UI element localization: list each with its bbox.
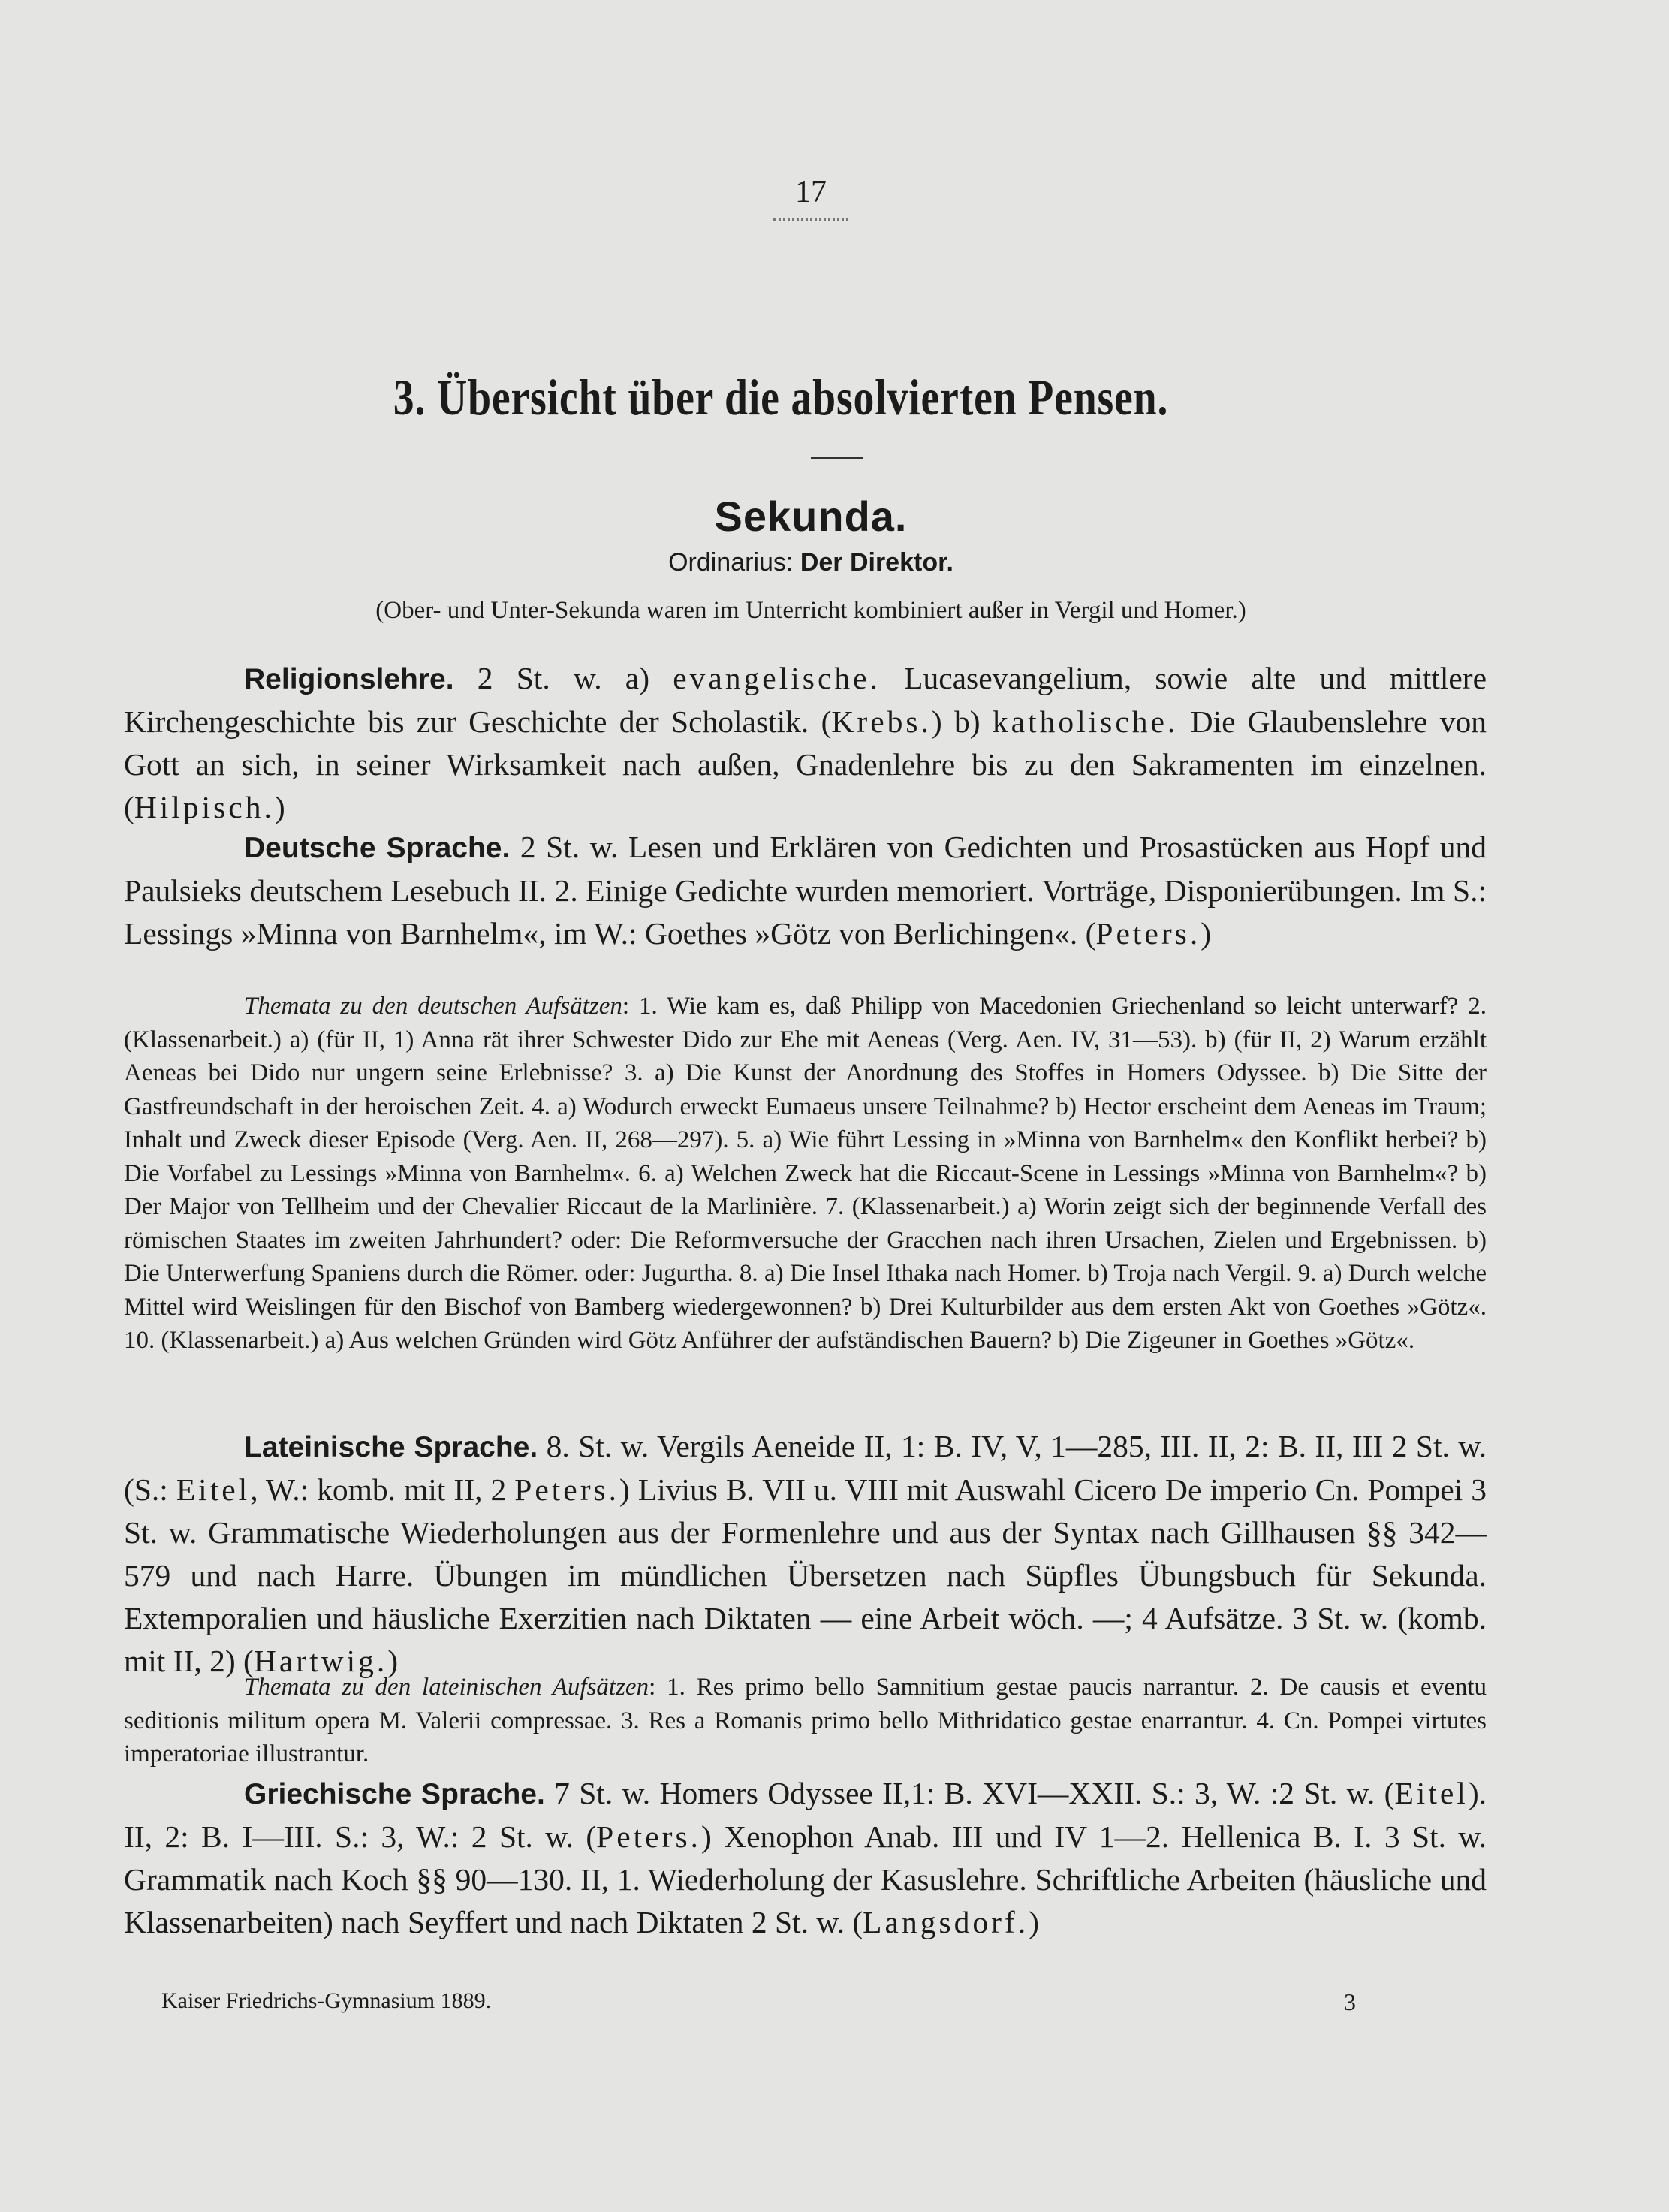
subject-griechisch: Griechische Sprache.	[244, 1778, 545, 1810]
class-heading: Sekunda.	[714, 493, 908, 540]
title-divider	[811, 457, 863, 459]
footer-signature-number: 3	[1344, 1988, 1356, 2015]
ordinarius-label: Ordinarius:	[668, 548, 794, 577]
section-title: 3. Übersicht über die absolvierten Pensen.	[393, 369, 1169, 426]
paragraph-deutsch-themen: Themata zu den deutschen Aufsätzen: 1. Wie kam es, daß Philipp von Macedonien Griechenland so leicht unterwarf? 2. (Klassenarbeit.) a) (für II, 1) Anna rät ihrer Schwester Dido zur Ehe mit Aeneas (Verg. Aen. IV, 31—53). b) (für II, 2) Warum erzählt Aeneas bei Dido nur ungern seine Erlebnisse? 3. a) Die Kunst der Anordnung des Stoffes in Homers Odyssee. b) Die Sitte der Gastfreundschaft in der heroischen Zeit. 4. a) Wodurch erweckt Eumaeus unsere Teilnahme? b) Hector erscheint dem Aeneas im Traum; Inhalt und Zweck dieser Episode (Verg. Aen. II, 268—297). 5. a) Wie führt Lessing in »Minna von Barnhelm« den Konflikt herbei? b) Die Vorfabel zu Lessings »Minna von Barnhelm«. 6. a) Welchen Zweck hat die Riccaut-Scene in Lessings »Minna von Barnhelm«? b) Der Major von Tellheim und der Chevalier Riccaut de la Marlinière. 7. (Klassenarbeit.) a) Worin zeigt sich der beginnende Verfall des römischen Staates im zweiten Jahrhundert? oder: Die Reformversuche der Gracchen nach ihren Ursachen, Zielen und Ergebnissen. b) Die Unterwerfung Spaniens durch die Römer. oder: Jugurtha. 8. a) Die Insel Ithaka nach Homer. b) Troja nach Vergil. 9. a) Durch welche Mittel wird Weislingen für den Bischof von Bamberg wiedergewonnen? b) Drei Kulturbilder aus dem ersten Akt von Goethes »Götz«. 10. (Klassenarbeit.) a) Aus welchen Gründen wird Götz Anführer der aufständischen Bauern? b) Die Zigeuner in Goethes »Götz«.	[124, 993, 1487, 1354]
paragraph-religion: Religionslehre. 2 St. w. a) evangelische. Lucasevangelium, sowie alte und mittlere Kirchengeschichte bis zur Geschichte der Scholastik. (Krebs.) b) katholische. Die Glaubenslehre von Gott an sich, in seiner Wirksamkeit nach außen, Gnadenlehre bis zu den Sakramenten im einzelnen. (Hilpisch.)	[124, 661, 1487, 824]
themen-label-deutsch: Themata zu den deutschen Aufsätzen	[244, 993, 622, 1020]
subject-deutsch: Deutsche Sprache.	[244, 832, 511, 864]
paragraph-deutsch: Deutsche Sprache. 2 St. w. Lesen und Erklären von Gedichten und Prosastücken aus Hopf und Paulsieks deutschem Lesebuch II. 2. Einige Gedichte wurden memoriert. Vorträge, Disponierübungen. Im S.: Lessings »Minna von Barnhelm«, im W.: Goethes »Götz von Berlichingen«. (Peters.)	[124, 830, 1487, 951]
ordinarius-line	[526, 548, 1096, 577]
paragraph-latein: Lateinische Sprache. 8. St. w. Vergils Aeneide II, 1: B. IV, V, 1—285, III. II, 2: B. II, III 2 St. w. (S.: Eitel, W.: komb. mit II, 2 Peters.) Livius B. VII u. VIII mit Auswahl Cicero De imperio Cn. Pompei 3 St. w. Grammatische Wiederholungen aus der Formenlehre und aus der Syntax nach Gillhausen §§ 342—579 und nach Harre. Übungen im mündlichen Übersetzen nach Süpfles Übungsbuch für Sekunda. Extemporalien und häusliche Exerzitien nach Diktaten — eine Arbeit wöch. —; 4 Aufsätze. 3 St. w. (komb. mit II, 2) (Hartwig.)	[124, 1429, 1487, 1678]
subject-religion: Religionslehre.	[244, 663, 454, 695]
ordinarius-name: Der Direktor.	[800, 548, 953, 577]
themen-label-latein: Themata zu den lateinischen Aufsätzen	[244, 1674, 649, 1701]
subject-latein: Lateinische Sprache.	[244, 1431, 538, 1463]
paragraph-latein-themen: Themata zu den lateinischen Aufsätzen: 1. Res primo bello Samnitium gestae paucis narrantur. 2. De causis et eventu seditionis militum opera M. Valerii compressae. 3. Res a Romanis primo bello Mithridatico gestae enarrantur. 4. Cn. Pompei virtutes imperatoriae illustrantur.	[124, 1674, 1487, 1767]
paragraph-griechisch: Griechische Sprache. 7 St. w. Homers Odyssee II,1: B. XVI—XXII. S.: 3, W. :2 St. w. (Eitel). II, 2: B. I—III. S.: 3, W.: 2 St. w. (Peters.) Xenophon Anab. III und IV 1—2. Hellenica B. I. 3 St. w. Grammatik nach Koch §§ 90—130. II, 1. Wiederholung der Kasuslehre. Schriftliche Arbeiten (häusliche und Klassenarbeiten) nach Seyffert und nach Diktaten 2 St. w. (Langsdorf.)	[124, 1776, 1487, 1939]
page-number: 17	[795, 175, 827, 209]
combination-note: (Ober- und Unter-Sekunda waren im Unterricht kombiniert außer in Vergil und Homer.)	[375, 597, 1246, 624]
page-number-ornament	[773, 214, 848, 221]
footer-publisher: Kaiser Friedrichs-Gymnasium 1889.	[161, 1988, 492, 2013]
